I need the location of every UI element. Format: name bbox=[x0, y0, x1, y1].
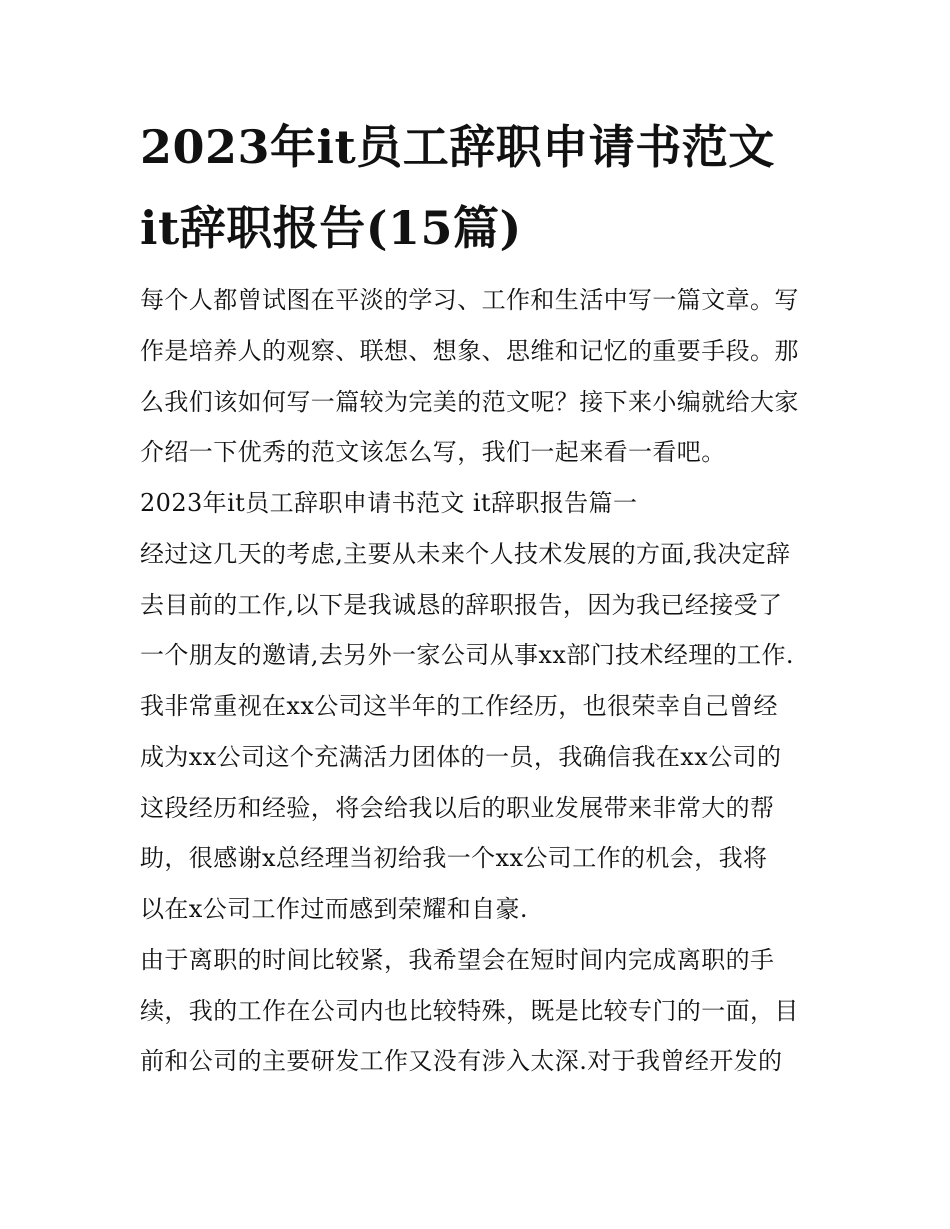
paragraph1-line-5: 成为xx公司这个充满活力团体的一员，我确信我在xx公司的 bbox=[140, 743, 782, 771]
document-title-line-2: it辞职报告(15篇) bbox=[140, 201, 522, 255]
intro-line-1: 每个人都曾试图在平淡的学习、工作和生活中写一篇文章。写 bbox=[140, 286, 799, 314]
paragraph1-line-7: 助，很感谢x总经理当初给我一个xx公司工作的机会，我将 bbox=[140, 844, 768, 872]
paragraph2-line-1: 由于离职的时间比较紧，我希望会在短时间内完成离职的手 bbox=[140, 946, 775, 974]
paragraph1-line-1: 经过这几天的考虑,主要从未来个人技术发展的方面,我决定辞 bbox=[140, 540, 791, 568]
paragraph2-line-3: 前和公司的主要研发工作又没有涉入太深.对于我曾经开发的 bbox=[140, 1047, 783, 1075]
paragraph1-line-3: 一个朋友的邀请,去另外一家公司从事xx部门技术经理的工作. bbox=[140, 641, 794, 669]
paragraph1-line-2: 去目前的工作,以下是我诚恳的辞职报告，因为我已经接受了 bbox=[140, 591, 783, 619]
paragraph1-line-6: 这段经历和经验，将会给我以后的职业发展带来非常大的帮 bbox=[140, 794, 775, 822]
paragraph1-line-8: 以在x公司工作过而感到荣耀和自豪. bbox=[140, 895, 528, 923]
paragraph1-line-4: 我非常重视在xx公司这半年的工作经历，也很荣幸自己曾经 bbox=[140, 692, 778, 720]
intro-line-2: 作是培养人的观察、联想、想象、思维和记忆的重要手段。那 bbox=[140, 337, 799, 365]
intro-line-3: 么我们该如何写一篇较为完美的范文呢？接下来小编就给大家 bbox=[140, 388, 799, 416]
paragraph2-line-2: 续，我的工作在公司内也比较特殊，既是比较专门的一面，目 bbox=[140, 997, 799, 1025]
section-heading: 2023年it员工辞职申请书范文 it辞职报告篇一 bbox=[140, 489, 638, 517]
document-title-line-1: 2023年it员工辞职申请书范文 bbox=[140, 120, 775, 174]
intro-line-4: 介绍一下优秀的范文该怎么写，我们一起来看一看吧。 bbox=[140, 438, 726, 466]
